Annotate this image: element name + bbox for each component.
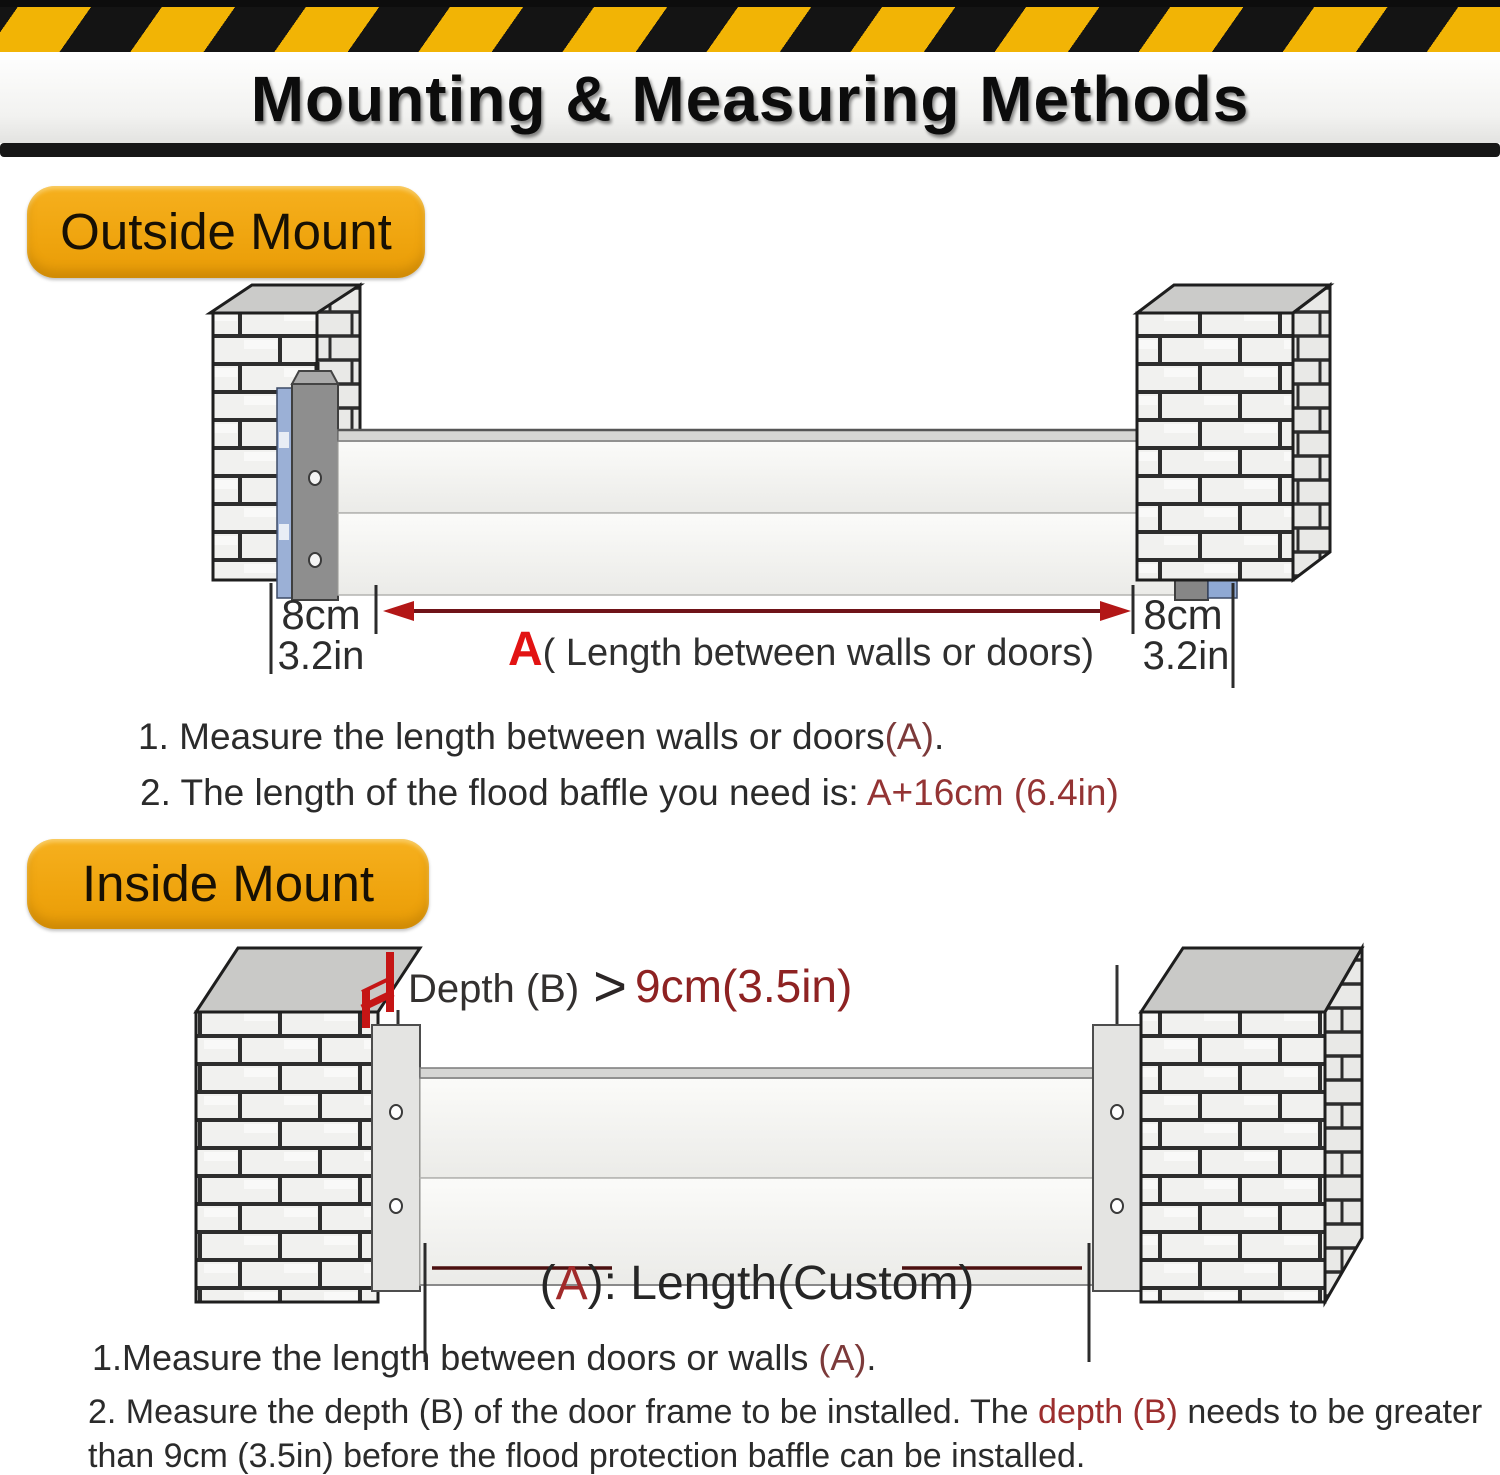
inside-step-2: 2. Measure the depth (B) of the door frame to be installed. The depth (B) needs to be greater than 9cm (3.5in) before the flood protection baffle can be installed. xyxy=(88,1393,1483,1475)
title-underline-bar xyxy=(0,143,1500,157)
outside-step-2: 2. The length of the flood baffle you need is: A+16cm (6.4in) xyxy=(140,772,1119,813)
inside-step-1: 1.Measure the length between doors or walls (A). xyxy=(92,1337,877,1378)
page-title: Mounting & Measuring Methods xyxy=(250,63,1250,135)
depth-label: Depth (B) > 9cm(3.5in) xyxy=(408,954,853,1019)
dimension-3-2in-left: 3.2in xyxy=(277,634,365,678)
outside-mount-badge-label: Outside Mount xyxy=(60,203,392,260)
outside-mount-diagram xyxy=(0,280,1500,700)
seal-strip-left xyxy=(277,388,292,598)
screw-hole xyxy=(390,1199,402,1213)
inside-mount-diagram xyxy=(0,940,1500,1375)
flood-barrier xyxy=(338,430,1175,595)
dimension-8cm-left: 8cm xyxy=(281,591,361,638)
flood-barrier-panel-bottom xyxy=(338,513,1175,595)
inside-mount-badge-label: Inside Mount xyxy=(81,855,374,912)
hazard-stripe-band xyxy=(0,0,1500,52)
title-band xyxy=(0,52,1500,143)
inside-mount-badge xyxy=(27,839,429,929)
screw-hole xyxy=(309,553,321,567)
flood-barrier xyxy=(420,1068,1093,1285)
outside-step-1: 1. Measure the length between walls or doors(A). xyxy=(138,716,945,757)
flood-barrier-panel-top xyxy=(338,441,1175,513)
screw-hole xyxy=(390,1105,402,1119)
mounting-bracket-left xyxy=(372,1025,420,1291)
screw-hole xyxy=(1111,1105,1123,1119)
outside-mount-badge xyxy=(27,186,425,278)
dimension-8cm-right: 8cm xyxy=(1143,591,1223,638)
mounting-bracket-left xyxy=(277,362,338,600)
mounting-bracket-right xyxy=(1093,965,1141,1291)
dimension-3-2in-right: 3.2in xyxy=(1142,634,1230,678)
length-custom-label: (A): Length(Custom) xyxy=(539,1257,975,1310)
dimension-annotation xyxy=(271,583,1233,688)
screw-hole xyxy=(309,471,321,485)
dimension-arrow xyxy=(383,601,1131,621)
length-between-walls-label: A( Length between walls or doors) xyxy=(508,623,1094,676)
flood-barrier-panel-top xyxy=(420,1078,1093,1178)
brick-pillar-right xyxy=(1141,948,1362,1302)
brick-pillar-right xyxy=(1137,285,1330,580)
screw-hole xyxy=(1111,1199,1123,1213)
